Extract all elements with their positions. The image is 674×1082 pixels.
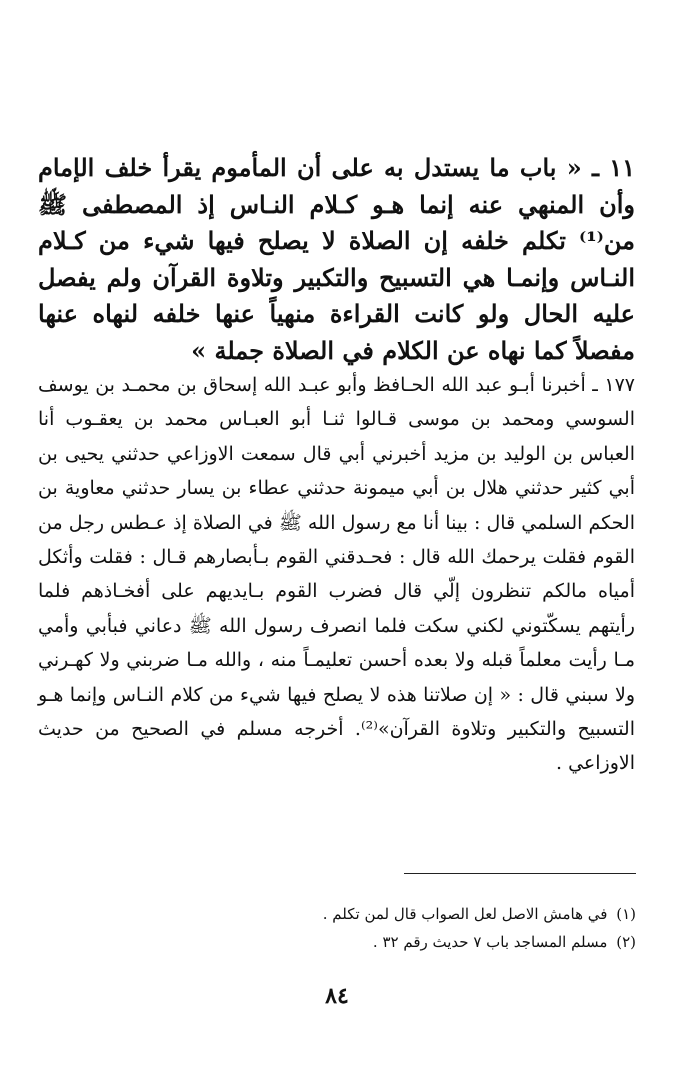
footnote-number: (١) — [616, 905, 636, 923]
hadith-paragraph: ١٧٧ ـ أخبرنا أبـو عبد الله الحـافظ وأبو عبـد الله إسحاق بن محمـد بن يوسف السوسي ومحمد بن موسى قـالوا ثنـا أبو العبـاس محمد بن يعقـوب أنا العباس بن الوليد بن مزيد أخبرني أبي قال سمعت الاوزاعي حدثني يحيى بن أبي كثير حدثني هلال بن أبي ميمونة حدثني عطاء بن يسار حدثني معاوية بن الحكم السلمي قال : بينا أنا مع رسول الله ﷺ في الصلاة إذ عـطس رجل من القوم فقلت يرحمك الله قال : فحـدقني القوم بـأبصارهم قـال : فقلت وأثكل أمياه مالكم تنظرون إلّي قال فضرب القوم بـايديهم على أفخـاذهم فلما رأيتهم يسكّتوني لكني سكت فلما انصرف رسول الله ﷺ دعاني فبأبي وأمي مـا رأيت معلماً قبله ولا بعده أحسن تعليمـاً منه ، والله مـا ضربني ولا كهـرني ولا سبني قال : « إن صلاتنا هذه لا يصلح فيها شيء من كلام النـاس وإنما هـو التسبيح والتكبير وتلاوة القرآن»⁽²⁾. أخرجه مسلم في الصحيح من حديث الاوزاعي . — [38, 374, 636, 775]
footnote-divider — [404, 873, 636, 874]
footnote-1 — [236, 900, 636, 928]
chapter-heading: ١١ ـ « باب ما يستدل به على أن المأموم يقرأ خلف الإمام وأن المنهي عنه إنما هـو كـلام النـاس إذ المصطفى ﷺ من⁽¹⁾ تكلم خلفه إن الصلاة لا يصلح فيها شيء من كـلام النـاس وإنمـا هي التسبيح والتكبير وتلاوة القرآن ولم يفصل عليه الحال ولو كانت القراءة منهياً عنها خلفه لنهاه عنها مفصلاً كما نهاه عن الكلام في الصلاة جملة » — [38, 153, 635, 365]
page-number: ٨٤ — [325, 983, 349, 1009]
footnote-text: في هامش الاصل لعل الصواب قال لمن تكلم . — [322, 905, 608, 923]
footnotes — [236, 900, 636, 956]
footnote-text: مسلم المساجد باب ٧ حديث رقم ٣٢ . — [372, 933, 608, 951]
footnote-2 — [236, 928, 636, 956]
footnote-number: (٢) — [616, 933, 636, 951]
